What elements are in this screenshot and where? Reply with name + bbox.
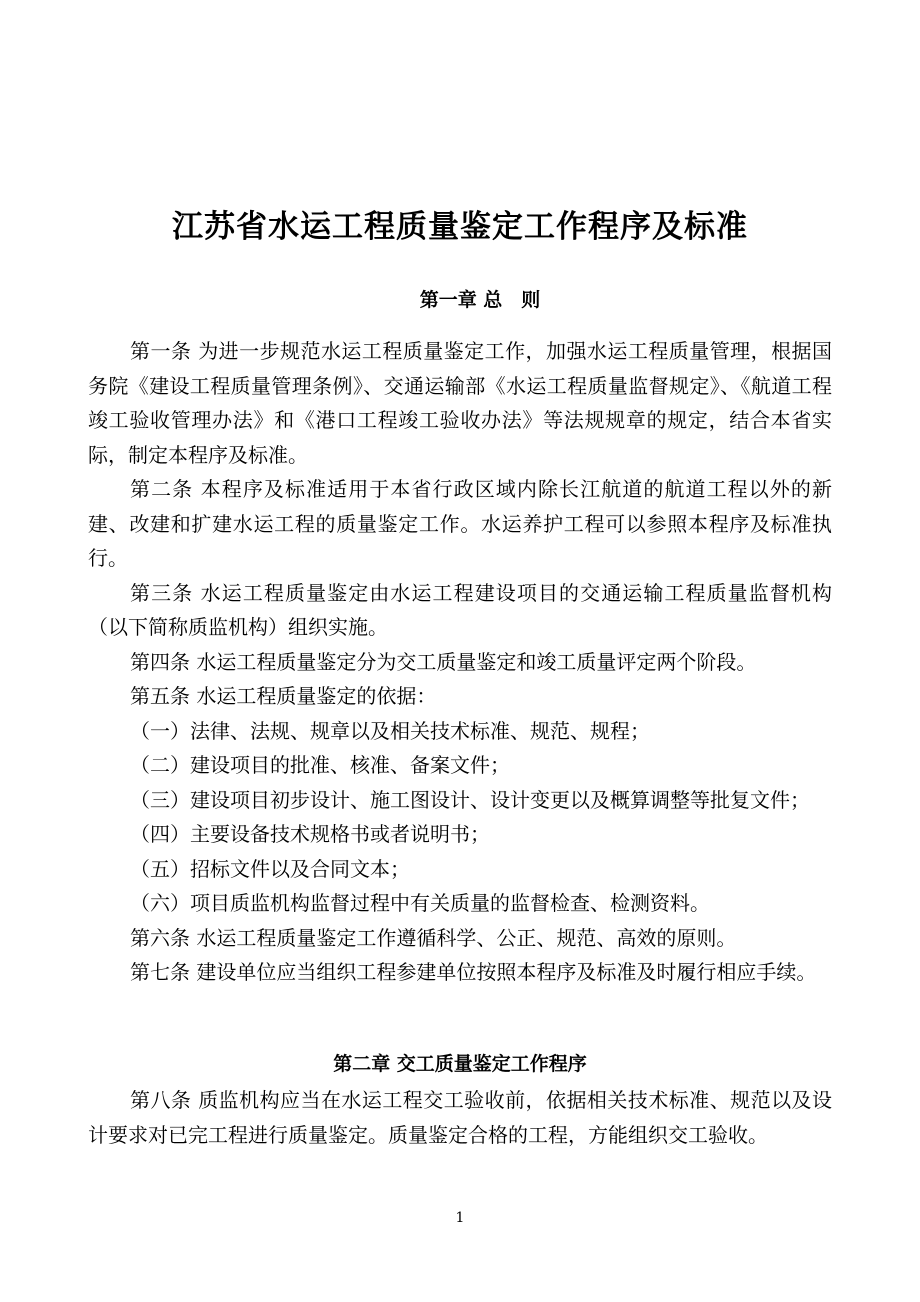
article-2: 第二条 本程序及标准适用于本省行政区域内除长江航道的航道工程以外的新建、改建和扩建水运工程的质量鉴定工作。水运养护工程可以参照本程序及标准执行。: [88, 477, 832, 570]
article-5-item-2: （二）建设项目的批准、核准、备案文件；: [130, 753, 510, 777]
chapter-2-body: [88, 1083, 832, 1152]
article-8: 第八条 质监机构应当在水运工程交工验收前，依据相关技术标准、规范以及设计要求对已完工程进行质量鉴定。质量鉴定合格的工程，方能组织交工验收。: [88, 1088, 832, 1147]
article-1: 第一条 为进一步规范水运工程质量鉴定工作，加强水运工程质量管理，根据国务院《建设工程质量管理条例》、交通运输部《水运工程质量监督规定》、《航道工程竣工验收管理办法》和《港口工程竣工验收办法》等法规规章的规定，结合本省实际，制定本程序及标准。: [88, 339, 832, 467]
article-5-item-1: （一）法律、法规、规章以及相关技术标准、规范、规程；: [130, 718, 650, 743]
article-6: 第六条 水运工程质量鉴定工作遵循科学、公正、规范、高效的原则。: [130, 925, 737, 950]
chapter-heading: 第一章 总 则: [419, 289, 541, 311]
article-3: 第三条 水运工程质量鉴定由水运工程建设项目的交通运输工程质量监督机构（以下简称质监机构）组织实施。: [88, 580, 832, 639]
article-5: 第五条 水运工程质量鉴定的依据：: [130, 684, 437, 708]
chapter-heading: 第二章 交工质量鉴定工作程序: [333, 1053, 587, 1075]
article-5-item-4: （四）主要设备技术规格书或者说明书；: [130, 822, 490, 846]
document-title: 江苏省水运工程质量鉴定工作程序及标准: [172, 208, 748, 245]
article-7: 第七条 建设单位应当组织工程参建单位按照本程序及标准及时履行相应手续。: [130, 960, 817, 984]
article-4: 第四条 水运工程质量鉴定分为交工质量鉴定和竣工质量评定两个阶段。: [130, 649, 757, 674]
page-number: 1: [455, 1210, 465, 1226]
article-5-item-6: （六）项目质监机构监督过程中有关质量的监督检查、检测资料。: [130, 891, 710, 915]
article-5-item-5: （五）招标文件以及合同文本；: [130, 856, 410, 881]
chapter-1-body: [88, 334, 832, 990]
article-5-item-3: （三）建设项目初步设计、施工图设计、设计变更以及概算调整等批复文件；: [130, 787, 810, 812]
